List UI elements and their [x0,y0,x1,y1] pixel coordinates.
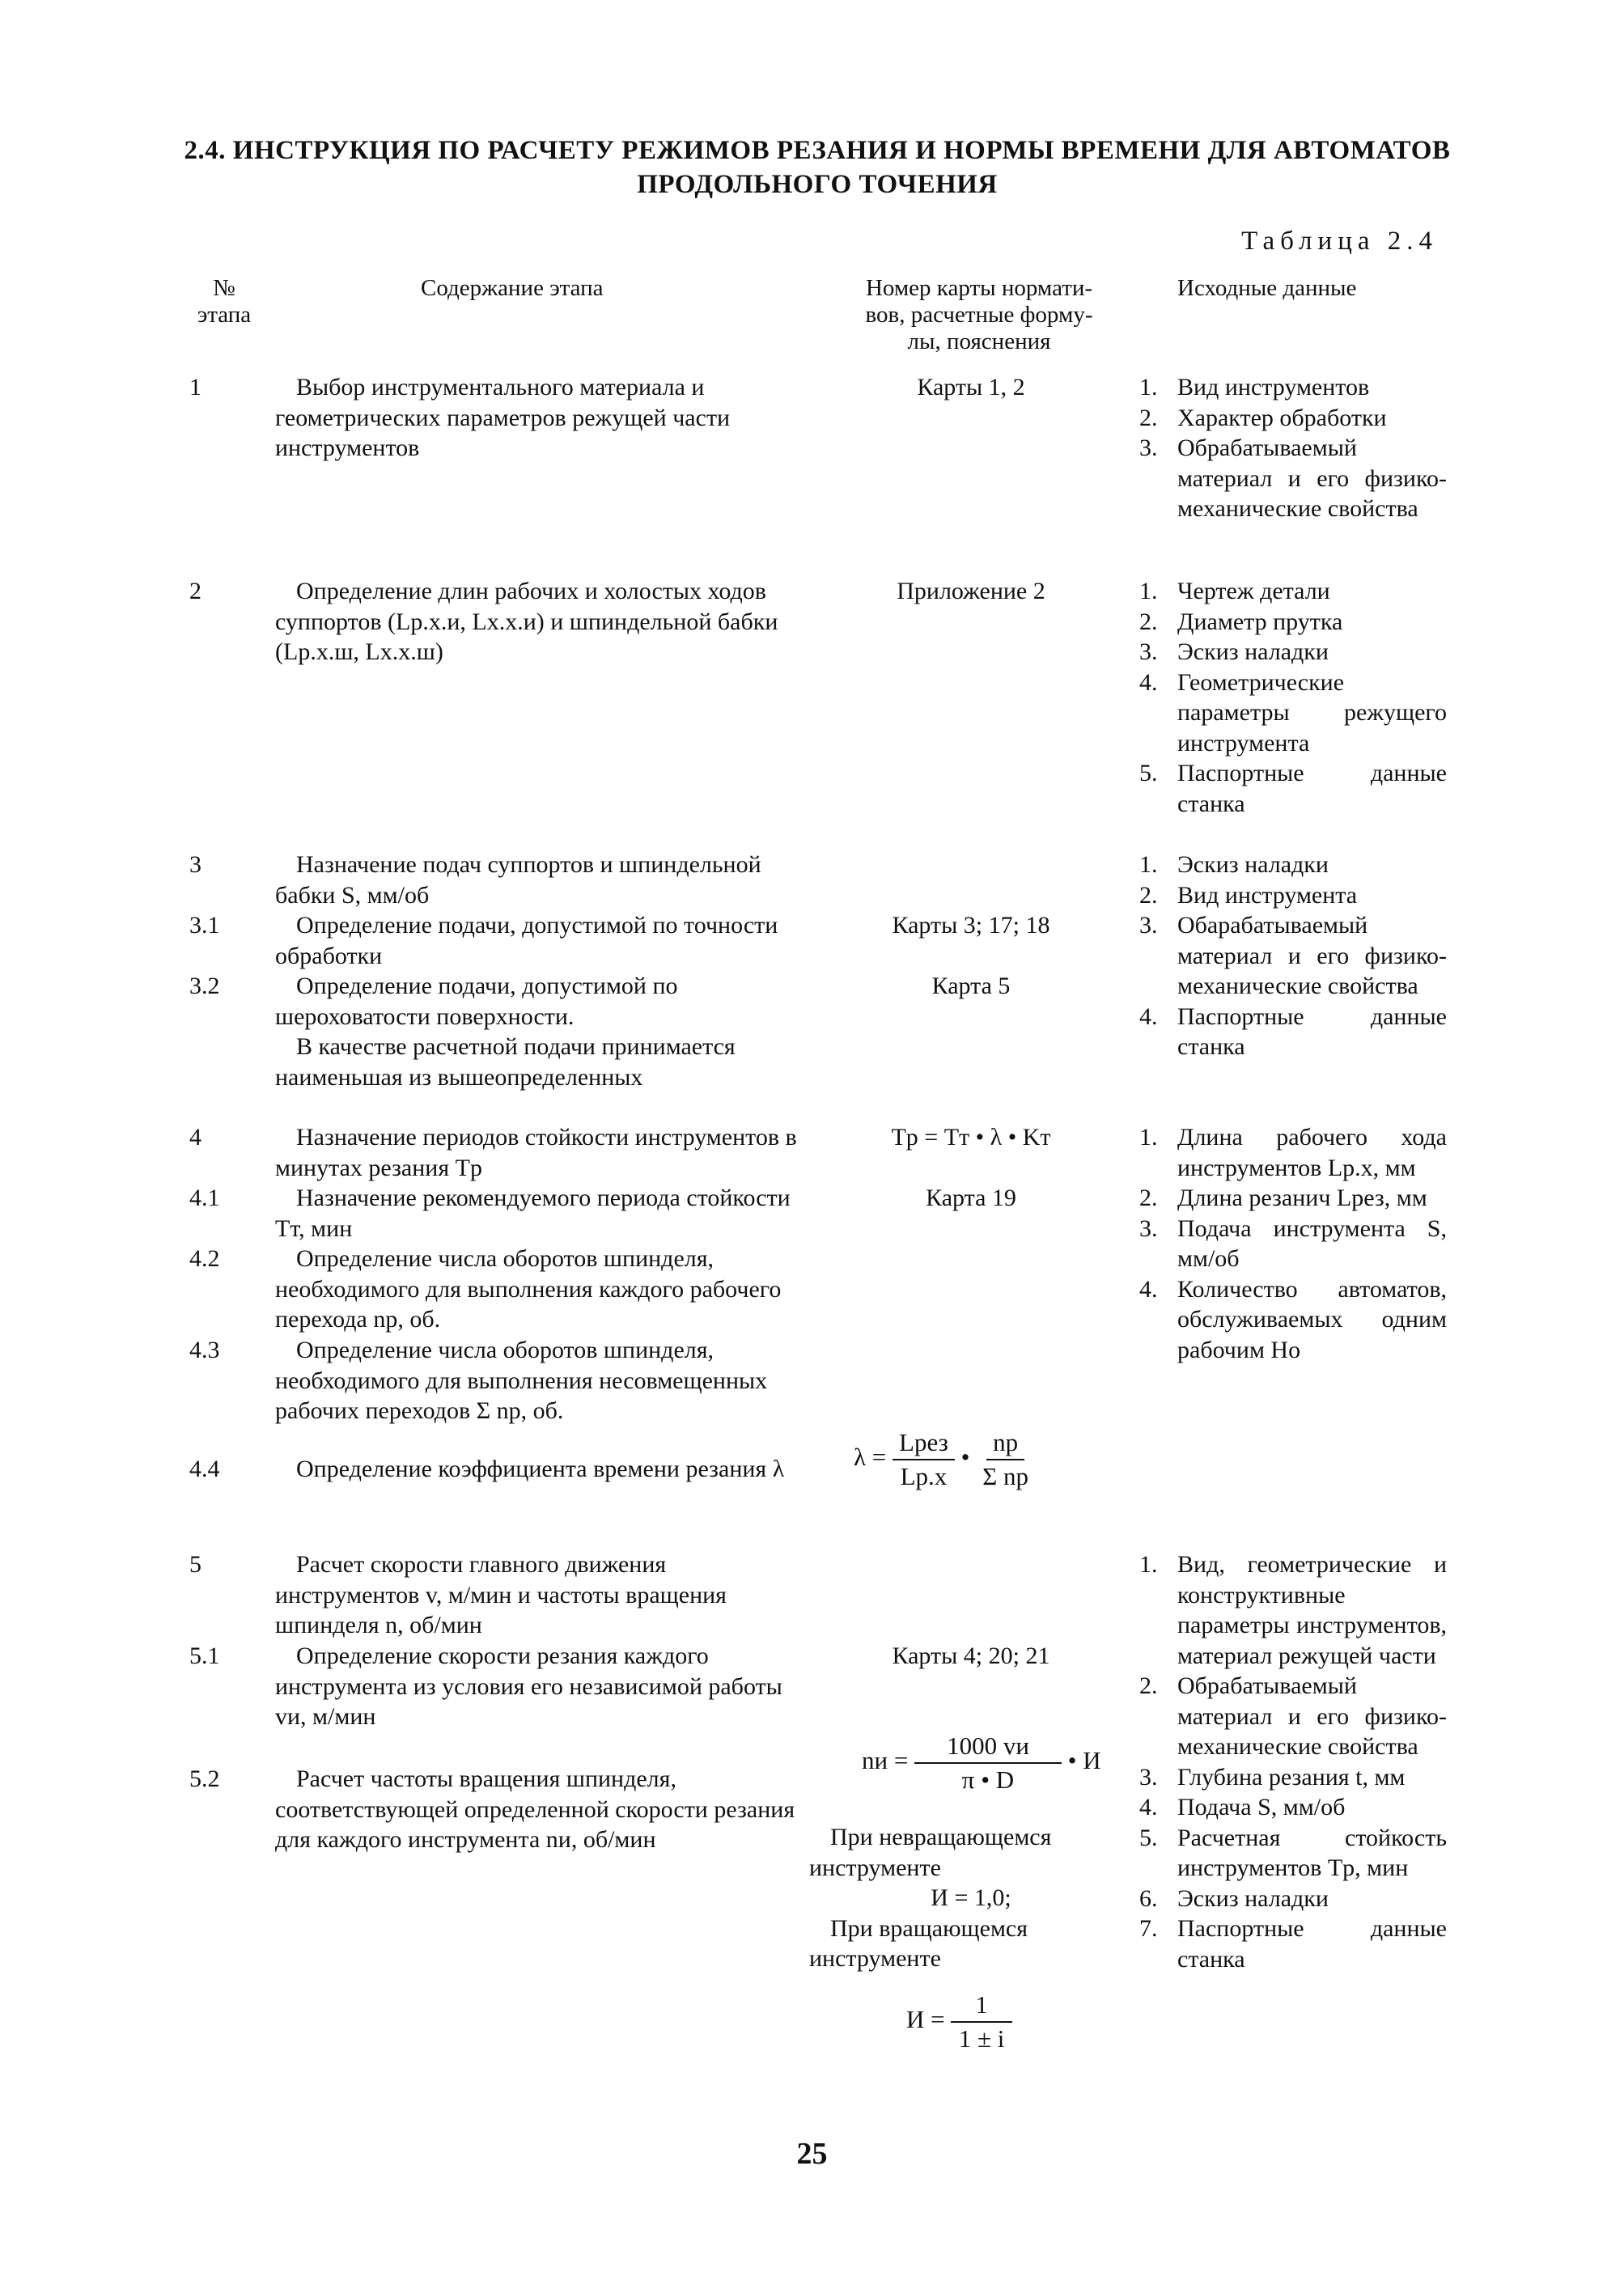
list-item-text: Эскиз наладки [1177,851,1329,878]
column-header-number-line-1: № [213,275,235,301]
column-header-number-line-2: этапа [197,302,252,328]
denominator: Lр.х [900,1462,948,1490]
row-content: Выбор инструментального материала и геометрических параметров режущей части инструментов [275,374,731,461]
notes-block [809,1822,1133,1974]
row-card: Карты 4; 20; 21 [892,1642,1050,1669]
note-coefficient: И = 1,0; [931,1884,1011,1911]
formula-spindle-speed [862,1731,1101,1795]
row-content-part-2: В качестве расчетной подачи принимается наименьшая из вышеопределенных [275,1033,736,1091]
numerator: 1000 vи [914,1731,1062,1764]
row-content: Расчет частоты вращения шпинделя, соответствующей определенной скорости резания для каждого инструмента nи, об/мин [275,1765,795,1853]
list-item: 2. Обрабатываемый материал и его физико-механические свойства [1139,1672,1447,1760]
list-item: 3. Подача инструмента S, мм/об [1139,1214,1447,1272]
row-number: 1 [189,374,201,401]
row-number: 4 [189,1124,201,1151]
row-content: Назначение подач суппортов и шпиндельной бабки S, мм/об [275,851,761,909]
list-item-text: Количество автоматов, обслуживаемых одним рабочим Hо [1177,1275,1447,1363]
list-item-text: Паспортные данные станка [1177,760,1447,817]
fraction [914,1731,1062,1795]
list-item: 2. Длина резанич Lрез, мм [1139,1185,1427,1211]
list-item-text: Длина рабочего хода инструментов Lр.х, мм [1177,1124,1447,1181]
numerator: 1 [951,1990,1012,2023]
column-header-card-line-2: вов, расчетные форму- [865,302,1093,328]
formula-lhs: nи = [862,1746,909,1775]
denominator: Σ nр [982,1462,1028,1490]
row-content: Определение коэффициента времени резания λ [296,1456,785,1482]
list-item-text: Глубина резания t, мм [1177,1763,1406,1791]
column-header-card [817,275,1141,355]
formula-lambda: λ = $\frac{\text{Lрез}}{Lр.х}$ • $\frac{nр}{\text{Σ nр}}$ [854,1428,1035,1491]
list-item: 1. Чертеж детали [1139,578,1330,604]
row-content: Определение числа оборотов шпинделя, необходимого для выполнения несовмещенных рабочих переходов Σ nр, об. [275,1337,768,1424]
row-content: Определение скорости резания каждого инструмента из условия его независимой работы vи, м/мин [275,1642,782,1730]
row-content: Назначение рекомендуемого периода стойкости Tт, мин [275,1185,791,1242]
row-content: Расчет скорости главного движения инструментов v, м/мин и частоты вращения шпинделя n, об/мин [275,1551,727,1638]
row-content: Определение числа оборотов шпинделя, необходимого для выполнения каждого рабочего перехода nр, об. [275,1245,782,1333]
table-label: Таблица 2.4 [1241,227,1438,256]
heading-line-2: ПРОДОЛЬНОГО ТОЧЕНИЯ [637,170,998,199]
list-item-text: Вид, геометрические и конструктивные параметры инструментов, материал режущей части [1177,1551,1447,1669]
row-content: Определение длин рабочих и холостых ходов суппортов (Lр.х.и, Lх.х.и) и шпиндельной бабки (Lр.х.ш, Lх.х.ш) [275,578,778,665]
note-nonrotating: При невращающемся инструменте [809,1824,1052,1881]
list-item: 4. Подача S, мм/об [1139,1794,1346,1820]
fraction [893,1428,955,1491]
formula-lhs: И = [906,2005,945,2034]
row-number: 5 [189,1551,201,1578]
row-input-list [1139,1549,1447,1974]
column-header-input-data: Исходные данные [1177,275,1357,301]
list-item-text: Обрабатываемый материал и его физико-механические свойства [1177,1672,1447,1760]
list-item: 1. Эскиз наладки [1139,851,1329,878]
fraction [976,1428,1035,1491]
row-number: 3 [189,851,201,878]
row-input-list [1139,576,1447,819]
row-content: Назначение периодов стойкости инструментов в минутах резания Tр [275,1124,797,1181]
list-item: 4. Паспортные данные станка [1139,1002,1447,1060]
column-header-card-line-3: лы, пояснения [907,328,1051,354]
section-heading [162,134,1473,201]
list-item-text: Обарабатываемый материал и его физико-механические свойства [1177,912,1447,999]
denominator: 1 ± i [958,2024,1005,2053]
row-input-list [1139,372,1447,524]
list-item-text: Паспортные данные станка [1177,1915,1447,1973]
row-number: 4.2 [189,1245,220,1272]
numerator: nр [986,1428,1024,1460]
list-item-text: Обрабатываемый материал и его физико-механические свойства [1177,434,1447,522]
row-input-list [1139,1122,1447,1365]
list-item: 5. Расчетная стойкость инструментов Tр, мин [1139,1824,1447,1881]
list-item: 3. Эскиз наладки [1139,638,1329,665]
fraction [951,1990,1012,2054]
list-item-text: Геометрические параметры режущего инструмента [1177,668,1447,757]
column-header-card-line-1: Номер карты нормати- [865,275,1093,301]
row-content [275,971,801,1092]
list-item: 3. Глубина резания t, мм [1139,1763,1406,1791]
row-card: Карта 5 [931,973,1011,999]
row-number: 3.2 [189,973,220,999]
row-number: 2 [189,578,201,604]
page-number: 25 [796,2137,828,2171]
row-card: Карта 19 [926,1185,1016,1211]
row-number: 4.4 [189,1456,220,1482]
list-item-text: Диаметр прутка [1177,608,1343,635]
list-item-text: Эскиз наладки [1177,638,1329,665]
list-item-text: Паспортные данные станка [1177,1002,1447,1060]
row-number: 4.3 [189,1337,220,1363]
row-input-list [1139,850,1447,1062]
list-item-text: Подача инструмента S, мм/об [1177,1214,1447,1272]
heading-line-1: 2.4. ИНСТРУКЦИЯ ПО РАСЧЕТУ РЕЖИМОВ РЕЗАНИЯ И НОРМЫ ВРЕМЕНИ ДЛЯ АВТОМАТОВ [184,136,1451,165]
list-item-text: Эскиз наладки [1177,1884,1329,1912]
list-item: 4. Геометрические параметры режущего инструмента [1139,668,1447,757]
note-rotating: При вращающемся инструменте [809,1914,1028,1972]
list-item: 2. Вид инструмента [1139,881,1358,909]
list-item: 3. Обарабатываемый материал и его физико-механические свойства [1139,912,1447,999]
list-item-text: Характер обработки [1177,404,1387,431]
list-item: 6. Эскиз наладки [1139,1884,1329,1912]
column-header-number [180,275,269,328]
formula-tail: • И [1067,1746,1101,1775]
formula-period: Tр = Tт • λ • Kт [891,1124,1051,1151]
column-header-content: Содержание этапа [421,275,604,301]
row-number: 5.2 [189,1765,220,1792]
row-number: 4.1 [189,1185,220,1211]
list-item-text: Длина резанич Lрез, мм [1177,1185,1427,1211]
list-item: 4. Количество автоматов, обслуживаемых одним рабочим Hо [1139,1275,1447,1363]
formula-coefficient [906,1990,1012,2054]
list-item-text: Подача S, мм/об [1177,1794,1346,1820]
list-item: 2. Характер обработки [1139,404,1387,431]
list-item: 1. Длина рабочего хода инструментов Lр.х, мм [1139,1124,1447,1181]
numerator: Lрез [893,1428,955,1460]
list-item-text: Расчетная стойкость инструментов Tр, мин [1177,1824,1447,1881]
row-card: Карты 3; 17; 18 [892,912,1050,939]
list-item: 1. Вид инструментов [1139,374,1370,401]
list-item: 5. Паспортные данные станка [1139,760,1447,817]
list-item: 2. Диаметр прутка [1139,608,1343,635]
row-card: Приложение 2 [897,578,1045,604]
row-content-part-1: Определение подачи, допустимой по шероховатости поверхности. [275,973,678,1030]
list-item-text: Вид инструмента [1177,881,1358,909]
row-number: 3.1 [189,912,220,939]
list-item-text: Чертеж детали [1177,578,1330,604]
row-card: Карты 1, 2 [917,374,1025,401]
list-item: 3. Обрабатываемый материал и его физико-механические свойства [1139,434,1447,522]
list-item-text: Вид инструментов [1177,374,1370,401]
denominator: π • D [961,1765,1015,1794]
formula-lhs: λ = [854,1443,887,1472]
row-number: 5.1 [189,1642,220,1669]
list-item: 1. Вид, геометрические и конструктивные параметры инструментов, материал режущей части [1139,1551,1447,1669]
row-content: Определение подачи, допустимой по точности обработки [275,912,778,969]
list-item: 7. Паспортные данные станка [1139,1915,1447,1973]
